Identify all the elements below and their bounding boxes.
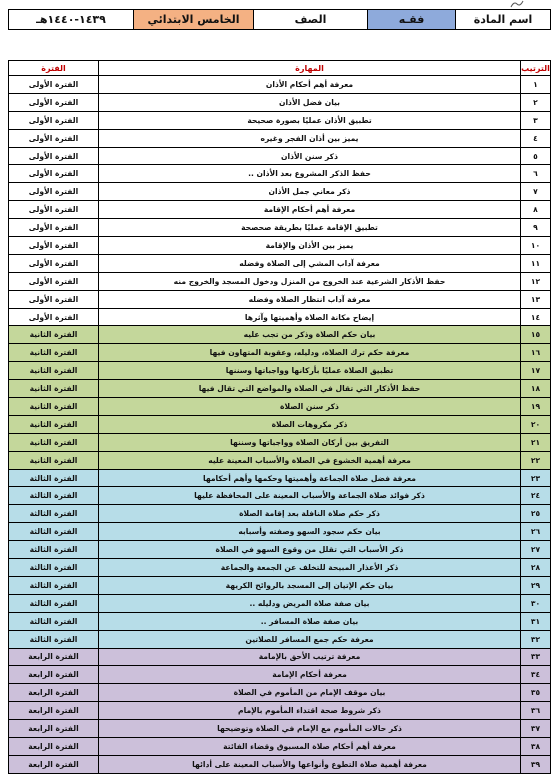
- row-number: ٢٨: [521, 559, 551, 577]
- table-row: [9, 237, 551, 255]
- row-period: الفترة الثالثة: [9, 612, 99, 630]
- skills-table: [8, 60, 551, 774]
- table-row: [9, 666, 551, 684]
- row-skill: بيان حكم سجود السهو وصفته وأسبابه: [99, 523, 521, 541]
- table-row: [9, 380, 551, 398]
- row-number: ٢: [521, 93, 551, 111]
- row-skill: بيان صفة صلاة المريض ودليله ..: [99, 594, 521, 612]
- table-row: [9, 165, 551, 183]
- row-skill: ذكر حالات المأموم مع الإمام في الصلاة وتوضيحها: [99, 720, 521, 738]
- row-skill: يميز بين أذان الفجر وغيره: [99, 129, 521, 147]
- table-row: [9, 183, 551, 201]
- table-row: [9, 254, 551, 272]
- table-row: [9, 576, 551, 594]
- row-period: الفترة الرابعة: [9, 702, 99, 720]
- table-row: [9, 362, 551, 380]
- row-period: الفترة الثالثة: [9, 487, 99, 505]
- row-skill: ذكر سنن الصلاة: [99, 398, 521, 416]
- row-period: الفترة الثانية: [9, 344, 99, 362]
- row-number: ٣٣: [521, 648, 551, 666]
- table-row: [9, 541, 551, 559]
- table-row: [9, 702, 551, 720]
- table-row: [9, 219, 551, 237]
- table-row: [9, 93, 551, 111]
- row-skill: ذكر مكروهات الصلاة: [99, 415, 521, 433]
- row-skill: ذكر الأعذار المبيحة للتخلف عن الجمعة والجماعة: [99, 559, 521, 577]
- row-skill: ذكر فوائد صلاة الجماعة والأسباب المعينة على المحافظة عليها: [99, 487, 521, 505]
- row-period: الفترة الأولى: [9, 76, 99, 94]
- row-period: الفترة الثالثة: [9, 594, 99, 612]
- grade-value: الخامس الابتدائي: [133, 10, 253, 29]
- table-row: [9, 147, 551, 165]
- row-skill: إيضاح مكانة الصلاة وأهميتها وآثرها: [99, 308, 521, 326]
- row-skill: يميز بين الأذان والإقامة: [99, 237, 521, 255]
- row-number: ٣٩: [521, 755, 551, 773]
- row-period: الفترة الأولى: [9, 290, 99, 308]
- row-period: الفترة الثانية: [9, 326, 99, 344]
- row-skill: بيان موقف الإمام من المأموم في الصلاة: [99, 684, 521, 702]
- row-skill: معرفة حكم جمع المسافر للصلاتين: [99, 630, 521, 648]
- row-period: الفترة الثالثة: [9, 559, 99, 577]
- row-skill: معرفة أهم أحكام صلاة المسبوق وقضاء الفائتة: [99, 737, 521, 755]
- table-row: [9, 594, 551, 612]
- row-period: الفترة الثانية: [9, 433, 99, 451]
- row-number: ٣٥: [521, 684, 551, 702]
- row-period: الفترة الأولى: [9, 254, 99, 272]
- row-number: ٢٣: [521, 469, 551, 487]
- table-row: [9, 684, 551, 702]
- row-period: الفترة الرابعة: [9, 684, 99, 702]
- table-row: [9, 469, 551, 487]
- row-skill: حفظ الأذكار التي تقال في الصلاة والمواضع التي تقال فيها: [99, 380, 521, 398]
- grade-label: الصف: [253, 10, 367, 29]
- row-period: الفترة الرابعة: [9, 737, 99, 755]
- row-period: الفترة الأولى: [9, 129, 99, 147]
- row-skill: ذكر الأسباب التي تقلل من وقوع السهو في الصلاة: [99, 541, 521, 559]
- corner-mark: [510, 0, 524, 8]
- row-number: ٦: [521, 165, 551, 183]
- row-period: الفترة الرابعة: [9, 755, 99, 773]
- row-period: الفترة الثالثة: [9, 505, 99, 523]
- table-row: [9, 612, 551, 630]
- row-skill: حفظ الأذكار الشرعية عند الخروج من المنزل ودخول المسجد والخروج منه: [99, 272, 521, 290]
- row-skill: معرفة أهمية صلاة التطوع وأنواعها والأسباب المعينة على أدائها: [99, 755, 521, 773]
- row-period: الفترة الأولى: [9, 201, 99, 219]
- table-row: [9, 451, 551, 469]
- table-row: [9, 290, 551, 308]
- table-row: [9, 398, 551, 416]
- row-period: الفترة الأولى: [9, 237, 99, 255]
- row-number: ٢٧: [521, 541, 551, 559]
- row-number: ٤: [521, 129, 551, 147]
- row-skill: بيان فضل الأذان: [99, 93, 521, 111]
- row-skill: ذكر معاني جمل الأذان: [99, 183, 521, 201]
- row-number: ١٧: [521, 362, 551, 380]
- row-number: ٣٧: [521, 720, 551, 738]
- row-period: الفترة الأولى: [9, 219, 99, 237]
- row-number: ٩: [521, 219, 551, 237]
- header-num: الترتيب: [521, 61, 551, 76]
- row-period: الفترة الثانية: [9, 451, 99, 469]
- row-period: الفترة الأولى: [9, 93, 99, 111]
- table-row: [9, 433, 551, 451]
- header-skill: المهارة: [99, 61, 521, 76]
- table-row: [9, 344, 551, 362]
- row-number: ٨: [521, 201, 551, 219]
- skills-table-wrapper: [8, 60, 551, 774]
- table-row: [9, 737, 551, 755]
- row-number: ١١: [521, 254, 551, 272]
- table-header-row: [9, 61, 551, 76]
- row-skill: بيان صفة صلاة المسافر ..: [99, 612, 521, 630]
- row-number: ١٦: [521, 344, 551, 362]
- table-row: [9, 523, 551, 541]
- row-period: الفترة الثالثة: [9, 576, 99, 594]
- row-skill: معرفة حكم ترك الصلاة، ودليله، وعقوبة المتهاون فيها: [99, 344, 521, 362]
- row-skill: ذكر حكم صلاة النافلة بعد إقامة الصلاة: [99, 505, 521, 523]
- row-period: الفترة الأولى: [9, 272, 99, 290]
- table-row: [9, 415, 551, 433]
- row-skill: ذكر سنن الأذان: [99, 147, 521, 165]
- row-number: ٣٦: [521, 702, 551, 720]
- row-number: ٢٤: [521, 487, 551, 505]
- row-skill: تطبيق الصلاة عمليًا بأركانها وواجباتها وسننها: [99, 362, 521, 380]
- row-period: الفترة الأولى: [9, 308, 99, 326]
- row-skill: معرفة أحكام الإمامة: [99, 666, 521, 684]
- row-skill: معرفة آداب المشي إلى الصلاة وفضله: [99, 254, 521, 272]
- row-number: ٣: [521, 111, 551, 129]
- row-skill: بيان حكم الإتيان إلى المسجد بالروائح الكريهة: [99, 576, 521, 594]
- row-skill: معرفة أهمية الخشوع في الصلاة والأسباب المعينة عليه: [99, 451, 521, 469]
- row-skill: تطبيق الإقامة عمليًا بطريقة صحصحة: [99, 219, 521, 237]
- table-row: [9, 505, 551, 523]
- subject-label: اسم المادة: [455, 10, 550, 29]
- row-number: ٥: [521, 147, 551, 165]
- row-number: ٢٢: [521, 451, 551, 469]
- row-period: الفترة الثالثة: [9, 523, 99, 541]
- row-skill: بيان حكم الصلاة وذكر من تجب عليه: [99, 326, 521, 344]
- row-period: الفترة الرابعة: [9, 648, 99, 666]
- header-period: الفترة: [9, 61, 99, 76]
- row-period: الفترة الرابعة: [9, 666, 99, 684]
- row-period: الفترة الثالثة: [9, 469, 99, 487]
- row-skill: معرفة أهم أحكام الإقامة: [99, 201, 521, 219]
- row-number: ٢٠: [521, 415, 551, 433]
- row-number: ٣٤: [521, 666, 551, 684]
- table-row: [9, 129, 551, 147]
- academic-year: ١٤٣٩-١٤٤٠هـ: [36, 13, 106, 26]
- row-number: ٢١: [521, 433, 551, 451]
- row-number: ١٢: [521, 272, 551, 290]
- row-number: ٣٢: [521, 630, 551, 648]
- row-number: ١٤: [521, 308, 551, 326]
- row-period: الفترة الرابعة: [9, 720, 99, 738]
- row-skill: تطبيق الأذان عمليًا بصورة صحيحة: [99, 111, 521, 129]
- row-number: ١٨: [521, 380, 551, 398]
- row-skill: معرفة فضل صلاة الجماعة وأهميتها وحكمها وأهم أحكامها: [99, 469, 521, 487]
- table-row: [9, 76, 551, 94]
- row-number: ١٠: [521, 237, 551, 255]
- row-number: ٢٦: [521, 523, 551, 541]
- table-row: [9, 111, 551, 129]
- row-number: ٣١: [521, 612, 551, 630]
- row-period: الفترة الثانية: [9, 380, 99, 398]
- row-period: الفترة الثانية: [9, 362, 99, 380]
- row-number: ٣٠: [521, 594, 551, 612]
- table-row: [9, 272, 551, 290]
- table-row: [9, 487, 551, 505]
- row-skill: ذكر شروط صحة اقتداء المأموم بالإمام: [99, 702, 521, 720]
- row-period: الفترة الأولى: [9, 111, 99, 129]
- row-number: ٧: [521, 183, 551, 201]
- table-row: [9, 630, 551, 648]
- row-number: ١٥: [521, 326, 551, 344]
- row-number: ١: [521, 76, 551, 94]
- row-number: ٣٨: [521, 737, 551, 755]
- row-skill: التفريق بين أركان الصلاة وواجباتها وسننها: [99, 433, 521, 451]
- row-skill: حفظ الذكر المشروع بعد الأذان ..: [99, 165, 521, 183]
- table-row: [9, 720, 551, 738]
- header-bar: [8, 9, 551, 30]
- table-row: [9, 755, 551, 773]
- subject-value: فقـه: [367, 10, 455, 29]
- row-period: الفترة الأولى: [9, 183, 99, 201]
- row-period: الفترة الأولى: [9, 165, 99, 183]
- row-period: الفترة الأولى: [9, 147, 99, 165]
- row-skill: معرفة ترتيب الأحق بالإمامة: [99, 648, 521, 666]
- row-period: الفترة الثالثة: [9, 541, 99, 559]
- row-number: ٢٥: [521, 505, 551, 523]
- table-row: [9, 648, 551, 666]
- row-skill: معرفة أهم أحكام الأذان: [99, 76, 521, 94]
- row-period: الفترة الثالثة: [9, 630, 99, 648]
- table-row: [9, 326, 551, 344]
- row-number: ٢٩: [521, 576, 551, 594]
- row-period: الفترة الثانية: [9, 415, 99, 433]
- table-row: [9, 559, 551, 577]
- row-number: ١٣: [521, 290, 551, 308]
- row-number: ١٩: [521, 398, 551, 416]
- table-row: [9, 201, 551, 219]
- row-skill: معرفة آداب انتظار الصلاة وفضله: [99, 290, 521, 308]
- table-row: [9, 308, 551, 326]
- row-period: الفترة الثانية: [9, 398, 99, 416]
